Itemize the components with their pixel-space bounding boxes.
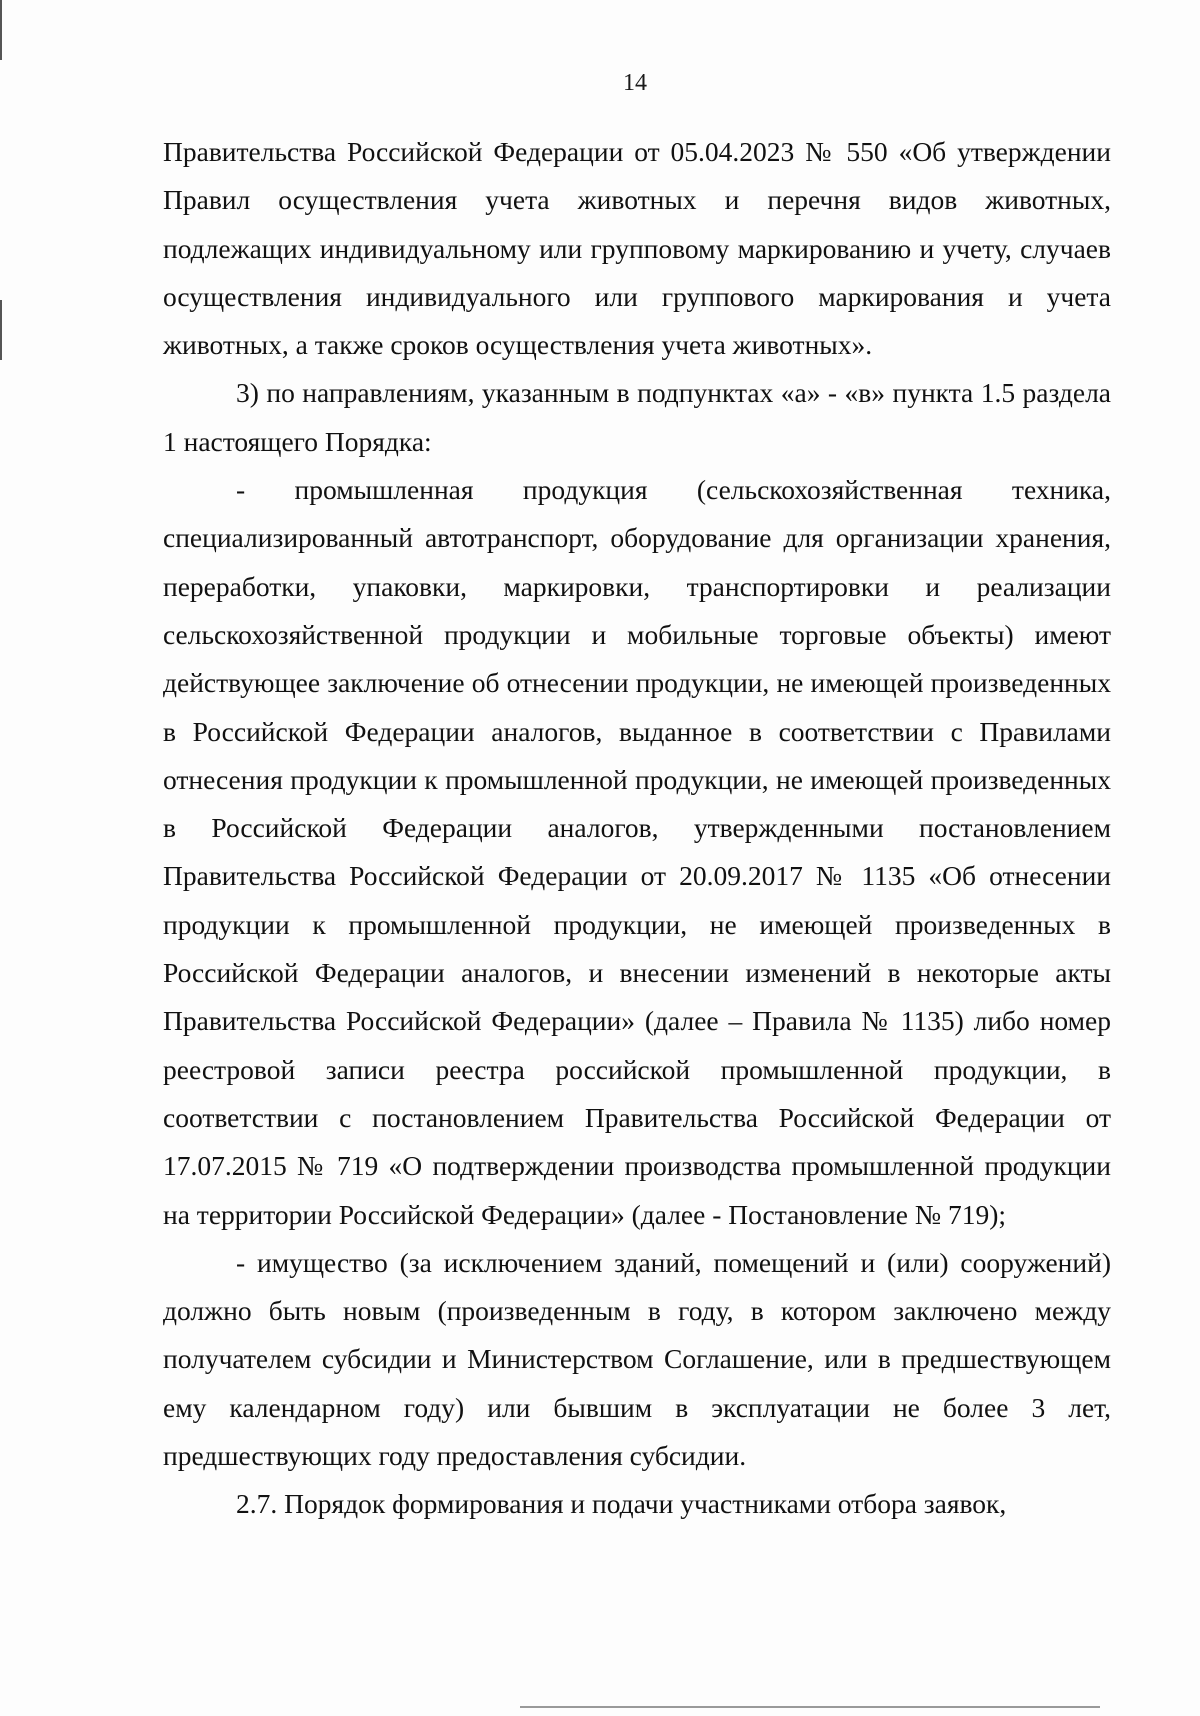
scan-edge-mark: [0, 0, 2, 60]
paragraph: - промышленная продукция (сельскохозяйственная техника, специализированный автотранспорт, оборудование для организации хранения, переработки, упаковки, маркировки, транспортировки и реализации сельскохозяйственной продукции и мобильные торговые объекты) имеют действующее заключение об отнесении продукции, не имеющей произведенных в Российской Федерации аналогов, выданное в соответствии с Правилами отнесения продукции к промышленной продукции, не имеющей произведенных в Российской Федерации аналогов, утвержденными постановлением Правительства Российской Федерации от 20.09.2017 № 1135 «Об отнесении продукции к промышленной продукции, не имеющей произведенных в Российской Федерации аналогов, и внесении изменений в некоторые акты Правительства Российской Федерации» (далее – Правила № 1135) либо номер реестровой записи реестра российской промышленной продукции, в соответствии с постановлением Правительства Российской Федерации от 17.07.2015 № 719 «О подтверждении производства промышленной продукции на территории Российской Федерации» (далее - Постановление № 719);: [163, 474, 1111, 1230]
scan-edge-mark: [0, 300, 2, 360]
paragraph: - имущество (за исключением зданий, помещений и (или) сооружений) должно быть новым (произведенным в году, в котором заключено между получателем субсидии и Министерством Соглашение, или в предшествующем ему календарном году) или бывшим в эксплуатации не более 3 лет, предшествующих году предоставления субсидии.: [163, 1246, 1111, 1472]
page-number: 14: [623, 70, 647, 96]
paragraph: 3) по направлениям, указанным в подпунктах «а» - «в» пункта 1.5 раздела 1 настоящего Порядка:: [163, 377, 1111, 457]
document-body: [163, 128, 1111, 1529]
paragraph: Правительства Российской Федерации от 05.04.2023 № 550 «Об утверждении Правил осуществления учета животных и перечня видов животных, подлежащих индивидуальному или групповому маркированию и учету, случаев осуществления индивидуального или группового маркирования и учета животных, а также сроков осуществления учета животных».: [163, 136, 1111, 361]
paragraph: 2.7. Порядок формирования и подачи участниками отбора заявок,: [236, 1488, 1007, 1520]
bottom-divider: [520, 1706, 1100, 1708]
